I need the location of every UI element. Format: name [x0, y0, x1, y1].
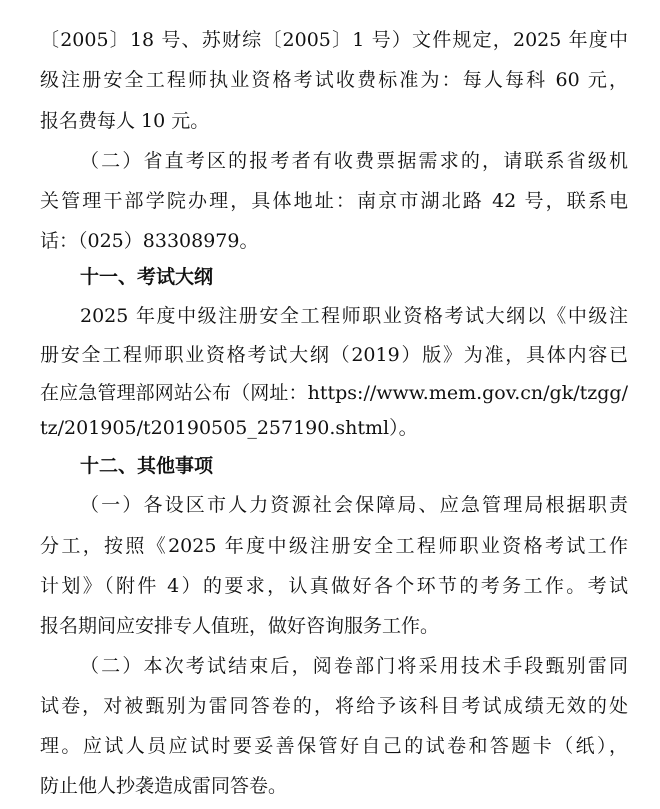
paragraph-line: 2025 年度中级注册安全工程师职业资格考试大纲以《中级注	[80, 305, 628, 327]
paragraph-line: 报名费每人 10 元。	[40, 110, 210, 132]
paragraph-line: 防止他人抄袭造成雷同答卷。	[40, 775, 288, 797]
paragraph-line: 〔2005〕18 号、苏财综〔2005〕1 号）文件规定，2025 年度中	[40, 29, 628, 51]
paragraph-line: 话：（025）83308979。	[40, 230, 259, 252]
paragraph-line: 计划》（附件 4）的要求，认真做好各个环节的考务工作。考试	[40, 575, 628, 597]
paragraph-line: 理。应试人员应试时要妥善保管好自己的试卷和答题卡（纸），	[40, 735, 628, 757]
section-heading-syllabus: 十一、考试大纲	[80, 266, 214, 288]
paragraph-line: 报名期间应安排专人值班，做好咨询服务工作。	[40, 615, 440, 637]
paragraph-line: （一）各设区市人力资源社会保障局、应急管理局根据职责	[80, 494, 628, 516]
paragraph-line: 分工，按照《2025 年度中级注册安全工程师职业资格考试工作	[40, 535, 628, 557]
paragraph-line: （二）本次考试结束后，阅卷部门将采用技术手段甄别雷同	[80, 655, 628, 677]
section-heading-other-matters: 十二、其他事项	[80, 455, 214, 477]
paragraph-line: 级注册安全工程师执业资格考试收费标准为：每人每科 60 元，	[40, 69, 628, 91]
paragraph-line: 册安全工程师职业资格考试大纲（2019）版》为准，具体内容已	[40, 344, 628, 366]
paragraph-line: 试卷，对被甄别为雷同答卷的，将给予该科目考试成绩无效的处	[40, 695, 628, 717]
paragraph-line: tz/201905/t20190505_257190.shtml）。	[40, 417, 418, 439]
paragraph-line: 关管理干部学院办理，具体地址：南京市湖北路 42 号，联系电	[40, 190, 628, 212]
paragraph-line: 在应急管理部网站公布（网址：https://www.mem.gov.cn/gk/tzgg/	[40, 382, 628, 404]
paragraph-line: （二）省直考区的报考者有收费票据需求的，请联系省级机	[80, 150, 628, 172]
